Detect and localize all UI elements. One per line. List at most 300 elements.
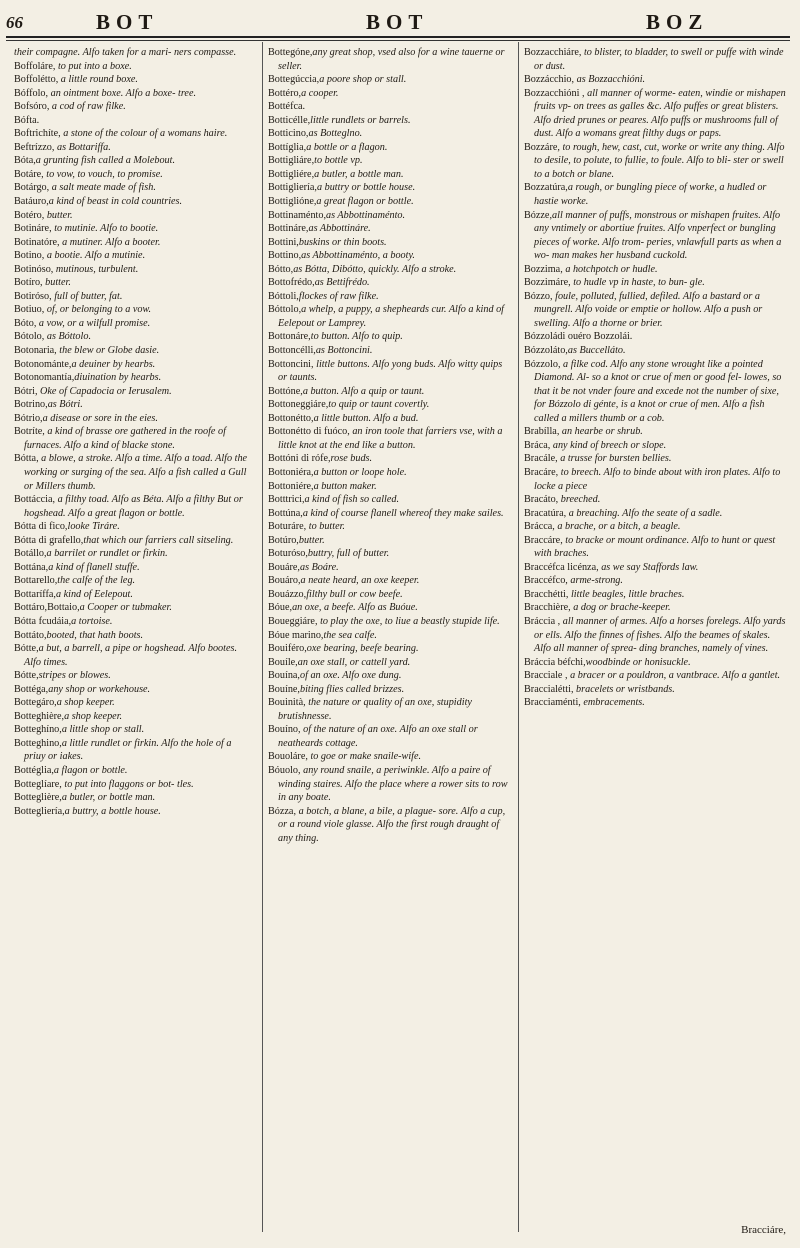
entry-definition: a botch, a blane, a bile, a plague- sore. Alfo a cup, or a round viole glasse. Alfo the first rough draught of any thing. [278, 805, 506, 844]
dictionary-entry [524, 683, 786, 697]
entry-headword: Bottini, [268, 236, 299, 248]
entry-headword: Bouíno, [268, 724, 301, 736]
dictionary-entry [268, 412, 512, 426]
dictionary-entry [524, 276, 786, 290]
column-3 [524, 46, 786, 710]
dictionary-entry [14, 642, 254, 669]
dictionary-entry [268, 209, 512, 223]
column-2 [268, 46, 512, 845]
entry-headword: Boffoláre, [14, 60, 56, 72]
entry-definition: a shop keeper. [56, 697, 115, 709]
entry-headword: Bózzo, [524, 290, 553, 302]
entry-headword: Bottoncélli, [268, 345, 316, 357]
dictionary-entry [524, 601, 786, 615]
dictionary-entry [524, 330, 786, 344]
entry-definition: filthy bull or cow beefe. [306, 588, 403, 600]
entry-definition: little buttons. Alfo yong buds. Alfo witty quips or taunts. [278, 358, 503, 384]
dictionary-entry [268, 303, 512, 330]
entry-definition: a rough, or bungling piece of worke, a hudled or hastie worke. [534, 182, 767, 208]
dictionary-entry [268, 100, 512, 114]
entry-headword: Bracciaménti, [524, 697, 581, 709]
entry-definition: any great shop, vsed also for a wine tauerne or seller. [278, 47, 505, 72]
entry-definition: all manner of worme- eaten, windie or mishapen fruits vp- on trees as galles &c. Alfo puffes or great blisters. Alfo dried prunes or peares. Alfo puffs or mushrooms full of dust. Alfo a womans great filthy dugs or paps. [534, 87, 786, 140]
entry-definition: an hearbe or shrub. [559, 426, 643, 438]
page-number: 66 [6, 13, 23, 32]
dictionary-entry [14, 195, 254, 209]
entry-headword: Bóue marino, [268, 629, 324, 641]
dictionary-entry [14, 737, 254, 764]
entry-headword: Bótto, [268, 263, 294, 275]
dictionary-entry [268, 87, 512, 101]
entry-headword: Botteghíno, [14, 724, 62, 736]
entry-definition: a button. Alfo a quip or taunt. [302, 385, 425, 397]
entry-headword: Botticino, [268, 128, 309, 140]
entry-headword: Bottegúccia, [268, 74, 320, 86]
entry-definition: any kind of breech or slope. [550, 439, 667, 451]
entry-headword: Botéro, [14, 209, 45, 221]
entry-definition: a dog or brache-keeper. [570, 602, 671, 614]
entry-definition: a kind of course flanell whereof they make sailes. [302, 507, 504, 519]
entry-definition: to blister, to bladder, to swell or puffe with winde or dust. [534, 47, 784, 72]
dictionary-entry [14, 46, 254, 60]
entry-headword: Bottigliería, [268, 182, 317, 194]
dictionary-entry [268, 466, 512, 480]
entry-definition: to put into a boxe. [55, 60, 132, 72]
dictionary-entry [14, 452, 254, 493]
dictionary-entry [14, 236, 254, 250]
entry-definition: a salt meate made of fish. [49, 182, 156, 194]
entry-headword: Bóue, [268, 602, 293, 614]
dictionary-entry [268, 656, 512, 670]
entry-definition: a cooper. [301, 87, 339, 99]
entry-definition: a mutiner. Alfo a booter. [59, 236, 161, 248]
dictionary-entry [268, 493, 512, 507]
entry-headword: Boftrichíte, [14, 128, 61, 140]
dictionary-entry [14, 263, 254, 277]
entry-definition: to play the oxe, to liue a beastly stupide life. [317, 615, 500, 627]
entry-definition: to bracke or mount ordinance. Alfo to hunt or quest with braches. [534, 534, 776, 560]
entry-definition: to mutinie. Alfo to bootie. [51, 223, 159, 235]
entry-headword: Bozzima, [524, 263, 563, 275]
entry-definition: a grunting fish called a Molebout. [35, 155, 176, 167]
dictionary-entry [524, 561, 786, 575]
entry-headword: Bottofrédo, [268, 277, 315, 289]
entry-definition: as Bottariffa. [54, 141, 111, 153]
entry-definition: little rundlets or barrels. [310, 114, 411, 126]
entry-headword: Bózzolo, [524, 358, 561, 370]
entry-definition: buttry, full of butter. [307, 548, 390, 560]
entry-definition: to bottle vp. [314, 155, 363, 167]
entry-headword: Bouíne, [268, 683, 300, 695]
dictionary-entry [268, 330, 512, 344]
entry-headword: Bracáre, [524, 466, 559, 478]
dictionary-entry [268, 358, 512, 385]
dictionary-entry [524, 520, 786, 534]
entry-headword: Bottéglia, [14, 764, 54, 776]
dictionary-entry [14, 629, 254, 643]
entry-definition: looke Tiráre. [67, 521, 120, 533]
entry-headword: Bottigliáre, [268, 155, 315, 167]
entry-definition: a kind of Eelepout. [55, 588, 133, 600]
entry-definition: a breaching. Alfo the seate of a sadle. [566, 507, 723, 519]
entry-headword: Bozzatúra, [524, 182, 568, 194]
dictionary-entry [268, 520, 512, 534]
entry-headword: Bótta di fico, [14, 521, 68, 533]
entry-definition: of an oxe. Alfo oxe dung. [299, 670, 402, 682]
dictionary-entry [268, 723, 512, 750]
entry-headword: Bottóni di rófe, [268, 453, 331, 465]
dictionary-entry [524, 46, 786, 73]
entry-definition: as Abbottináre. [308, 223, 371, 235]
entry-definition: as Abbottinaménto. [326, 209, 406, 221]
dictionary-entry [14, 114, 254, 128]
entry-headword: Botteglière, [14, 792, 62, 804]
entry-definition: booted, that hath boots. [46, 629, 144, 641]
entry-headword: Botrino, [14, 399, 48, 411]
dictionary-entry [14, 561, 254, 575]
entry-headword: Bofsóro, [14, 101, 50, 113]
dictionary-entry [14, 615, 254, 629]
entry-headword: Bozzimáre, [524, 277, 571, 289]
entry-definition: the sea calfe. [323, 629, 377, 641]
dictionary-entry [268, 480, 512, 494]
entry-definition: a hotchpotch or hudle. [562, 263, 658, 275]
entry-definition: the nature or quality of an oxe, stupidity brutishnesse. [278, 697, 472, 722]
entry-definition: an ointment boxe. Alfo a boxe- tree. [48, 87, 197, 99]
header-rule-thin [6, 40, 790, 41]
dictionary-entry [524, 73, 786, 87]
entry-definition: of, or belonging to a vow. [44, 304, 152, 316]
entry-headword: Bóffolo, [14, 87, 49, 99]
entry-headword: Botteghino, [14, 737, 62, 749]
entry-definition: to goe or make snaile-wife. [307, 751, 422, 763]
entry-headword: Bracále, [524, 453, 558, 465]
entry-definition: diuination by hearbs. [74, 372, 162, 384]
entry-definition: a Cooper or tubmaker. [79, 602, 172, 614]
entry-headword: Bouína, [268, 670, 300, 682]
dictionary-entry [268, 127, 512, 141]
dictionary-entry [268, 588, 512, 602]
entry-definition: little beagles, little braches. [568, 588, 685, 600]
dictionary-entry [14, 601, 254, 615]
entry-headword: Bozzáre, [524, 141, 560, 153]
entry-headword: Botárgo, [14, 182, 50, 194]
dictionary-entry [14, 764, 254, 778]
column-divider-1 [262, 42, 263, 1232]
dictionary-entry [524, 452, 786, 466]
entry-definition: a bracer or a pouldron, a vantbrace. Alfo a gantlet. [567, 670, 781, 682]
dictionary-entry [268, 696, 512, 723]
dictionary-entry [14, 791, 254, 805]
entry-definition: as Buccelláto. [567, 345, 626, 357]
entry-definition: stripes or blowes. [38, 670, 111, 682]
entry-definition: rose buds. [330, 453, 373, 465]
entry-definition: a button maker. [313, 480, 377, 492]
entry-definition: to breech. Alfo to binde about with iron plates. Alfo to locke a piece [534, 466, 781, 492]
entry-headword: Bottináre, [268, 223, 309, 235]
dictionary-entry [268, 534, 512, 548]
entry-headword: Bótta fcudáia, [14, 615, 72, 627]
entry-headword: Botinóso, [14, 263, 54, 275]
entry-definition: butter. [42, 277, 71, 289]
entry-definition: butter. [44, 209, 73, 221]
dictionary-entry [268, 249, 512, 263]
entry-definition: a button or loope hole. [313, 466, 407, 478]
entry-headword: Bóto, [14, 317, 37, 329]
dictionary-entry [268, 263, 512, 277]
dictionary-entry [14, 344, 254, 358]
dictionary-entry [14, 87, 254, 101]
entry-headword: Bottoniéra, [268, 466, 314, 478]
dictionary-entry [268, 615, 512, 629]
entry-headword: Braccialétti, [524, 683, 574, 695]
entry-definition: to vow, to vouch, to promise. [43, 168, 163, 180]
entry-headword: Bozzácchio, [524, 74, 575, 86]
dictionary-entry [14, 100, 254, 114]
dictionary-entry [524, 493, 786, 507]
entry-definition: an iron toole that farriers vse, with a little knot at the end like a button. [278, 426, 503, 451]
dictionary-entry [524, 696, 786, 710]
column-1 [14, 46, 254, 818]
entry-definition: an oxe stall, or cattell yard. [297, 656, 411, 668]
dictionary-entry [268, 73, 512, 87]
entry-definition: a poore shop or stall. [319, 74, 407, 86]
entry-definition: a barrilet or rundlet or firkin. [46, 548, 168, 560]
entry-headword: Bótrio, [14, 412, 43, 424]
dictionary-entry [268, 385, 512, 399]
dictionary-entry [268, 629, 512, 643]
entry-definition: a tortoise. [71, 615, 113, 627]
entry-headword: Bozzacchióni , [524, 87, 585, 99]
entry-headword: Batáuro, [14, 196, 49, 208]
entry-headword: Bottonétto, [268, 412, 314, 424]
entry-definition: as Bóttolo. [44, 331, 91, 343]
entry-definition: a kind of fish so called. [304, 494, 400, 506]
entry-headword: Bouinità, [268, 697, 306, 709]
dictionary-entry [14, 73, 254, 87]
entry-definition: as Botteglno. [308, 128, 363, 140]
dictionary-entry [14, 683, 254, 697]
entry-headword: Bráca, [524, 439, 551, 451]
entry-headword: Bottaríffa, [14, 588, 56, 600]
entry-definition: that which our farriers call sitseling. [83, 534, 234, 546]
dictionary-entry [14, 181, 254, 195]
entry-headword: Bottegóne, [268, 47, 313, 58]
entry-headword: Bottonétto di fuóco, [268, 426, 350, 438]
entry-headword: Bouáro, [268, 575, 301, 587]
entry-headword: Bóttoli, [268, 290, 299, 302]
dictionary-entry [14, 398, 254, 412]
entry-headword: Bótta, [14, 453, 39, 465]
entry-definition: as Boáre. [299, 561, 339, 573]
dictionary-entry [268, 805, 512, 846]
entry-headword: Bottúna, [268, 507, 303, 519]
dictionary-entry [14, 209, 254, 223]
dictionary-entry [14, 669, 254, 683]
entry-headword: Brabílla, [524, 426, 560, 438]
entry-definition: a but, a barrell, a pipe or hogshead. Alfo bootes. Alfo times. [24, 643, 237, 668]
dictionary-entry [268, 236, 512, 250]
entry-headword: Botonaria, [14, 345, 57, 357]
dictionary-entry [14, 276, 254, 290]
entry-headword: Braccéfca licénza, [524, 561, 599, 573]
dictionary-entry [268, 195, 512, 209]
dictionary-entry [268, 141, 512, 155]
entry-definition: their compagne. Alfo taken for a mari- ners compasse. [14, 47, 237, 58]
entry-headword: Bottoneggiáre, [268, 399, 329, 411]
entry-definition: oxe bearing, beefe bearing. [306, 643, 419, 655]
entry-headword: Beftrízzo, [14, 141, 55, 153]
entry-definition: any shop or workehouse. [48, 683, 151, 695]
dictionary-entry [268, 750, 512, 764]
entry-definition: as Bótri. [47, 399, 83, 411]
dictionary-entry [268, 574, 512, 588]
dictionary-entry [524, 534, 786, 561]
dictionary-entry [524, 344, 786, 358]
entry-definition: a little shop or stall. [61, 724, 145, 736]
entry-definition: a little rundlet or firkin. Alfo the hole of a priuy or iakes. [24, 737, 232, 763]
entry-definition: a flagon or bottle. [53, 764, 128, 776]
entry-headword: Bottéfca. [268, 101, 306, 113]
dictionary-entry [14, 127, 254, 141]
entry-definition: to put into flaggons or bot- tles. [61, 778, 194, 790]
entry-headword: Braccáre, [524, 534, 563, 546]
dictionary-entry [14, 60, 254, 74]
entry-definition: full of butter, fat. [51, 290, 123, 302]
entry-headword: Bracchière, [524, 602, 571, 614]
entry-headword: Bottegliería, [14, 805, 65, 817]
dictionary-entry [14, 141, 254, 155]
entry-headword: Bráccia , [524, 615, 561, 627]
entry-headword: Bráccia béfchi, [524, 656, 586, 668]
dictionary-entry [268, 764, 512, 805]
entry-definition: a little round boxe. [58, 74, 138, 86]
entry-headword: Bouázzo, [268, 588, 307, 600]
dictionary-entry [268, 561, 512, 575]
entry-definition: to rough, hew, cast, cut, worke or write any thing. Alfo to desile, to polute, to fullie, to foule. Alfo to bli- ster or swell to a botch or blane. [534, 141, 785, 180]
entry-headword: Botiuo, [14, 304, 45, 316]
entry-headword: Botonománte, [14, 358, 72, 370]
dictionary-entry [14, 425, 254, 452]
entry-headword: Botállo, [14, 548, 47, 560]
entry-headword: Botiróso, [14, 290, 52, 302]
dictionary-entry [268, 398, 512, 412]
dictionary-entry [14, 303, 254, 317]
dictionary-entry [14, 249, 254, 263]
dictionary-entry [524, 439, 786, 453]
entry-definition: a neate heard, an oxe keeper. [300, 575, 420, 587]
entry-definition: as Bozzacchióni. [574, 74, 646, 86]
entry-definition: breeched. [558, 494, 601, 506]
entry-headword: Bózzoládi ouéro Bozzolái. [524, 331, 633, 343]
entry-headword: Bottáto, [14, 629, 47, 641]
entry-definition: a bootie. Alfo a mutinie. [44, 250, 146, 262]
entry-headword: Bottána, [14, 561, 49, 573]
center-guide-word: BOT [366, 10, 429, 34]
entry-definition: a bottle or a flagon. [306, 141, 388, 153]
entry-headword: Bottíglia, [268, 141, 307, 153]
entry-definition: an oxe, a beefe. Alfo as Buóue. [292, 602, 418, 614]
entry-definition: woodbinde or honisuckle. [585, 656, 691, 668]
entry-headword: Bózza, [268, 805, 297, 817]
dictionary-entry [524, 574, 786, 588]
entry-definition: a butler, or bottle man. [61, 792, 156, 804]
entry-definition: a shop keeper. [64, 710, 123, 722]
entry-headword: Bottegáro, [14, 697, 57, 709]
entry-headword: Bótri, [14, 385, 38, 397]
entry-headword: Bracatúra, [524, 507, 567, 519]
dictionary-entry [14, 778, 254, 792]
entry-definition: a cod of raw filke. [49, 101, 126, 113]
entry-definition: biting flies called brizzes. [299, 683, 405, 695]
dictionary-entry [524, 141, 786, 182]
entry-definition: flockes of raw filke. [298, 290, 379, 302]
entry-headword: Bótta di grafello, [14, 534, 84, 546]
entry-definition: butter. [298, 534, 325, 546]
dictionary-entry [524, 656, 786, 670]
entry-definition: a kind of brasse ore gathered in the roofe of furnaces. Alfo a kind of blacke stone. [24, 426, 226, 451]
entry-definition: buskins or thin boots. [298, 236, 387, 248]
entry-headword: Botríte, [14, 426, 45, 438]
entry-headword: Bóta, [14, 155, 36, 167]
dictionary-entry [268, 181, 512, 195]
dictionary-entry [14, 290, 254, 304]
dictionary-entry [14, 696, 254, 710]
right-guide-word: BOZ [646, 10, 709, 34]
dictionary-entry [268, 452, 512, 466]
entry-definition: a vow, or a wilfull promise. [36, 317, 151, 329]
entry-definition: as Abbottinaménto, a booty. [301, 250, 415, 262]
dictionary-entry [14, 534, 254, 548]
dictionary-entry [268, 114, 512, 128]
entry-headword: Bófta. [14, 114, 40, 126]
entry-headword: Bótte, [14, 670, 39, 682]
entry-definition: a whelp, a puppy, a shepheards cur. Alfo a kind of Eelepout or Lamprey. [278, 304, 505, 329]
entry-headword: Bottiglióne, [268, 196, 317, 208]
entry-definition: as Bótta, Dibótto, quickly. Alfo a stroke. [293, 263, 457, 275]
entry-headword: Brácca, [524, 521, 555, 533]
entry-definition: embracements. [580, 697, 645, 709]
dictionary-entry [268, 683, 512, 697]
dictionary-entry [14, 168, 254, 182]
entry-headword: Botáre, [14, 168, 44, 180]
entry-headword: Bouíle, [268, 656, 298, 668]
dictionary-entry [524, 466, 786, 493]
entry-definition: to quip or taunt covertly. [328, 399, 430, 411]
entry-definition: all manner of puffs, monstrous or mishapen fruites. Alfo any vntimely or abortiue fruites. Alfo vnperfect or bungling pieces of worke. Alfo trom- peries, vnlawfull parts as when a wo- man makes her husband cuckold. [534, 209, 782, 262]
entry-headword: Botíro, [14, 277, 43, 289]
entry-headword: Braccéfco, [524, 575, 568, 587]
entry-definition: a deuiner by hearbs. [71, 358, 156, 370]
entry-definition: to hudle vp in haste, to bun- gle. [570, 277, 705, 289]
dictionary-entry [268, 669, 512, 683]
entry-headword: Boturáre, [268, 521, 307, 533]
entry-definition: to button. Alfo to quip. [310, 331, 403, 343]
dictionary-entry [524, 358, 786, 426]
entry-headword: Bozzacchiáre, [524, 47, 582, 58]
dictionary-entry [524, 425, 786, 439]
entry-headword: Bóuolo, [268, 764, 301, 776]
entry-definition: Oke of Capadocia or Ierusalem. [37, 385, 172, 397]
entry-headword: Bouáre, [268, 561, 300, 573]
entry-definition: a blowe, a stroke. Alfo a time. Alfo a toad. Alfo the working or surging of the sea. Alfo a fish called a Gull or Millers thumb. [24, 453, 248, 492]
entry-definition: a stone of the colour of a womans haire. [60, 128, 228, 140]
dictionary-entry [14, 222, 254, 236]
entry-headword: Botteglíare, [14, 778, 62, 790]
entry-headword: Boueggiáre, [268, 615, 318, 627]
dictionary-entry [524, 181, 786, 208]
entry-headword: Botino, [14, 250, 45, 262]
